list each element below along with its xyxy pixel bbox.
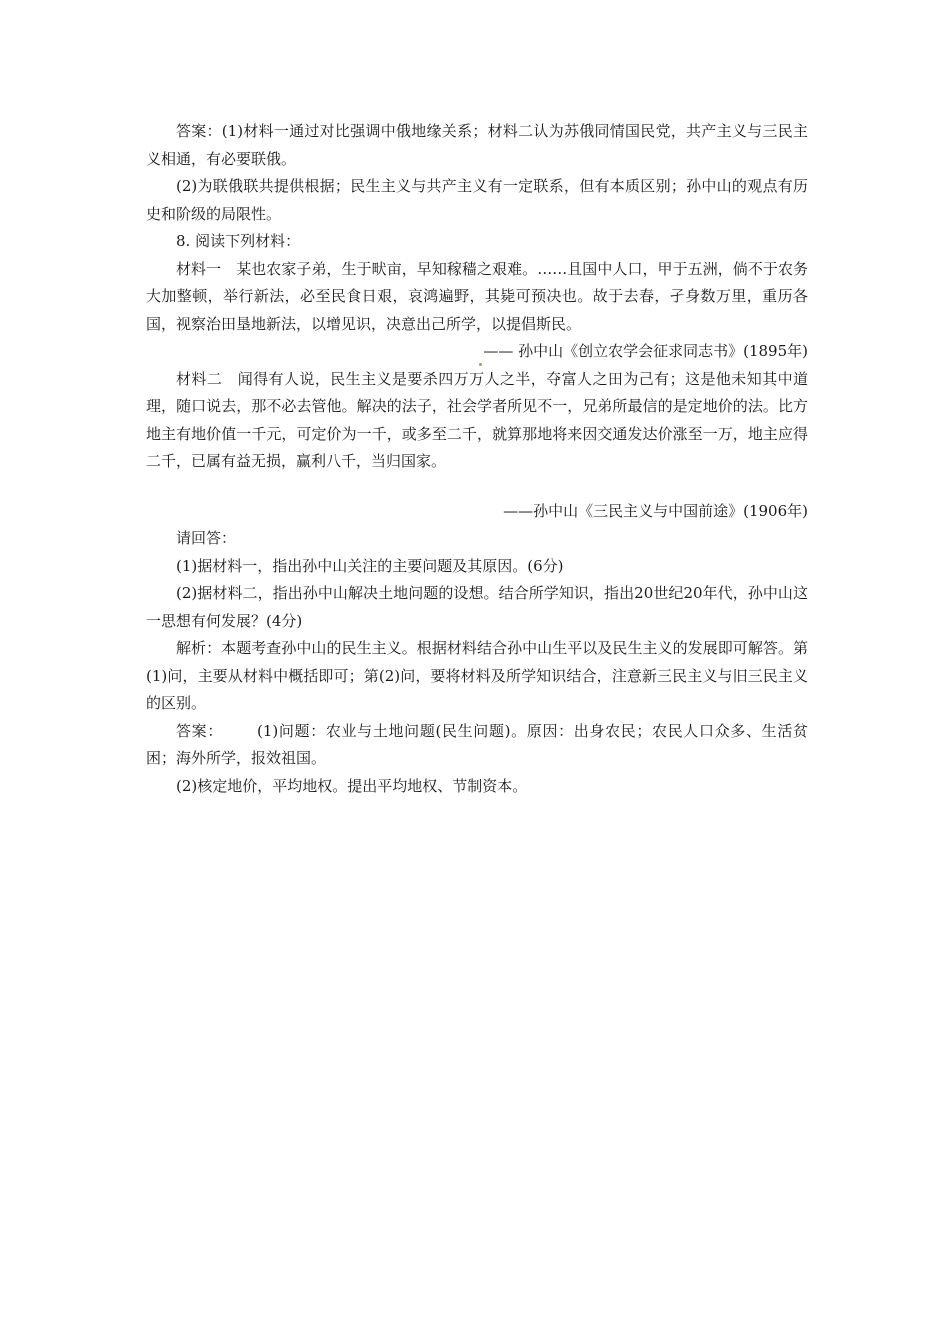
sub-question-1: (1)据材料一，指出孙中山关注的主要问题及其原因。(6分) [176,556,564,575]
answer8-part2: (2)核定地价，平均地权。提出平均地权、节制资本。 [176,776,528,795]
sub-question-2: (2)据材料二，指出孙中山解决土地问题的设想。结合所学知识，指出20世纪20年代，孙中山这一思想有何发展？(4分) [146,584,808,630]
material1-source [146,338,808,366]
question8-intro: 8. 阅读下列材料： [176,232,301,250]
answer8-part1 [146,718,808,773]
answer7-part2: (2)为联俄联共提供根据；民生主义与共产主义有一定联系，但有本质区别；孙中山的观点有历史和阶级的局限性。 [146,177,808,223]
material1-text: 材料一 某也农家子弟，生于畎亩，早知稼穑之艰难。……且国中人口，甲于五洲，倘不于农务大加整顿，举行新法，必至民食日艰，哀鸿遍野，其毙可预决也。故于去春，孑身数万里，重历各国，视察治田垦地新法，以增见识，决意出己所学，以提倡斯民。 [146,259,808,333]
material2-source: ——孙中山《三民主义与中国前途》(1906年) [503,501,808,520]
spacer [146,476,808,498]
answer-label: 答案： [176,721,223,740]
material1-source-text: —— 孙中山《创立农学会征求同志书》(1895年) [483,342,808,360]
answer7-part1: 答案：(1)材料一通过对比强调中俄地缘关系；材料二认为苏俄同情国民党，共产主义与三民主义相通，有必要联俄。 [146,122,808,168]
answer-prompt: 请回答： [176,529,237,547]
document-page [146,118,808,800]
analysis-text: 解析：本题考查孙中山的民生主义。根据材料结合孙中山生平以及民生主义的发展即可解答。第(1)问，主要从材料中概括即可；第(2)问，要将材料及所学知识结合，注意新三民主义与旧三民主义的区别。 [146,639,808,712]
material2-text: 材料二 闻得有人说，民生主义是要杀四万万人之半，夺富人之田为己有；这是他未知其中道理，随口说去，那不必去管他。解决的法子，社会学者所见不一，兄弟所最信的是定地价的法。比方地主有地价值一千元，可定价为一千，或多至二千，就算那地将来因交通发达价涨至一万，地主应得二千，已属有益无损，赢利八千，当归国家。 [146,369,808,470]
answer8-part1-text: (1)问题：农业与土地问题(民生问题)。原因：出身农民；农民人口众多、生活贫困；海外所学，报效祖国。 [146,721,808,767]
